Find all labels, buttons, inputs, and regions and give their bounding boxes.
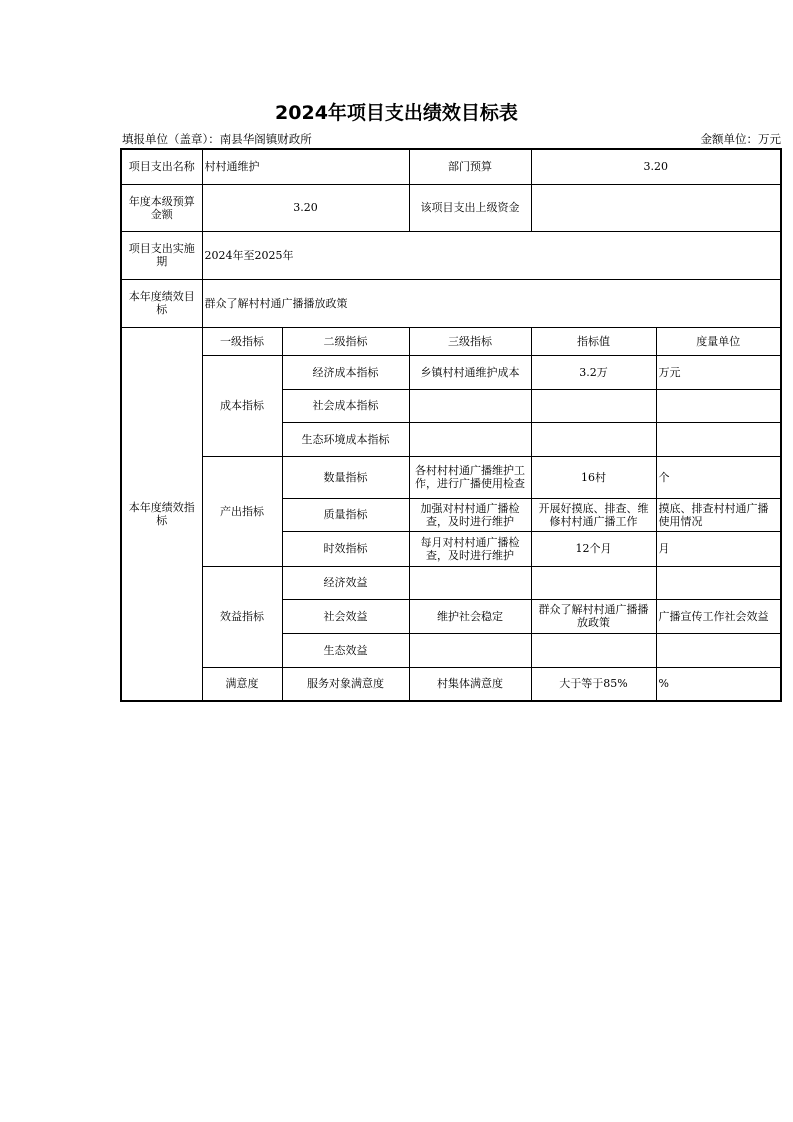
table-row (121, 355, 781, 389)
value-cell: 群众了解村村通广播播放政策 (531, 599, 656, 633)
level2-cell: 经济成本指标 (282, 355, 409, 389)
level2-cell: 生态效益 (282, 633, 409, 667)
header-level2: 二级指标 (282, 327, 409, 355)
level1-cell: 满意度 (202, 667, 282, 701)
level2-cell: 服务对象满意度 (282, 667, 409, 701)
table-row (121, 149, 781, 184)
level2-cell: 社会效益 (282, 599, 409, 633)
value-cell: 开展好摸底、排查、维修村村通广播工作 (531, 498, 656, 531)
table-header-row (121, 327, 781, 355)
unit-cell: 月 (656, 531, 781, 566)
unit-cell: 个 (656, 456, 781, 498)
value-cell (531, 566, 656, 599)
dept-budget-label: 部门预算 (409, 149, 531, 184)
period-label: 项目支出实施期 (121, 231, 202, 279)
level3-cell: 维护社会稳定 (409, 599, 531, 633)
table-row (121, 279, 781, 327)
value-cell: 3.2万 (531, 355, 656, 389)
unit-cell: 万元 (656, 355, 781, 389)
page-title: 2024年项目支出绩效目标表 (275, 102, 518, 124)
upper-funds-value (531, 184, 781, 231)
table-row (121, 667, 781, 701)
level3-cell: 加强对村村通广播检查，及时进行维护 (409, 498, 531, 531)
level3-cell: 各村村村通广播维护工作，进行广播使用检查 (409, 456, 531, 498)
table-row (121, 566, 781, 599)
level3-cell: 每月对村村通广播检查，及时进行维护 (409, 531, 531, 566)
value-cell: 12个月 (531, 531, 656, 566)
level1-cell: 成本指标 (202, 355, 282, 456)
value-cell (531, 422, 656, 456)
level1-cell: 效益指标 (202, 566, 282, 667)
unit-cell: 摸底、排查村村通广播使用情况 (656, 498, 781, 531)
indicator-section-label: 本年度绩效指标 (121, 327, 202, 701)
table-row (121, 231, 781, 279)
amount-unit: 金额单位：万元 (700, 132, 781, 146)
period-value: 2024年至2025年 (202, 231, 781, 279)
value-cell (531, 633, 656, 667)
level3-cell (409, 389, 531, 422)
project-name-label: 项目支出名称 (121, 149, 202, 184)
annual-goal-label: 本年度绩效目标 (121, 279, 202, 327)
level2-cell: 数量指标 (282, 456, 409, 498)
unit-cell (656, 389, 781, 422)
level2-cell: 经济效益 (282, 566, 409, 599)
unit-cell (656, 633, 781, 667)
value-cell: 大于等于85% (531, 667, 656, 701)
level3-cell (409, 633, 531, 667)
table-row (121, 456, 781, 498)
value-cell (531, 389, 656, 422)
unit-cell: 广播宣传工作社会效益 (656, 599, 781, 633)
performance-table (120, 148, 782, 702)
level3-cell: 乡镇村村通维护成本 (409, 355, 531, 389)
header-level1: 一级指标 (202, 327, 282, 355)
unit-cell: % (656, 667, 781, 701)
upper-funds-label: 该项目支出上级资金 (409, 184, 531, 231)
header-value: 指标值 (531, 327, 656, 355)
annual-goal-value: 群众了解村村通广播播放政策 (202, 279, 781, 327)
level3-cell: 村集体满意度 (409, 667, 531, 701)
header-unit: 度量单位 (656, 327, 781, 355)
filing-unit: 填报单位（盖章）：南县华阁镇财政所 (122, 132, 312, 146)
level3-cell (409, 422, 531, 456)
value-cell: 16村 (531, 456, 656, 498)
header-level3: 三级指标 (409, 327, 531, 355)
unit-cell (656, 422, 781, 456)
level2-cell: 社会成本指标 (282, 389, 409, 422)
level2-cell: 时效指标 (282, 531, 409, 566)
annual-budget-label: 年度本级预算金额 (121, 184, 202, 231)
dept-budget-value: 3.20 (531, 149, 781, 184)
project-name-value: 村村通维护 (202, 149, 409, 184)
table-row (121, 184, 781, 231)
unit-cell (656, 566, 781, 599)
annual-budget-value: 3.20 (202, 184, 409, 231)
level2-cell: 生态环境成本指标 (282, 422, 409, 456)
level1-cell: 产出指标 (202, 456, 282, 566)
level2-cell: 质量指标 (282, 498, 409, 531)
level3-cell (409, 566, 531, 599)
